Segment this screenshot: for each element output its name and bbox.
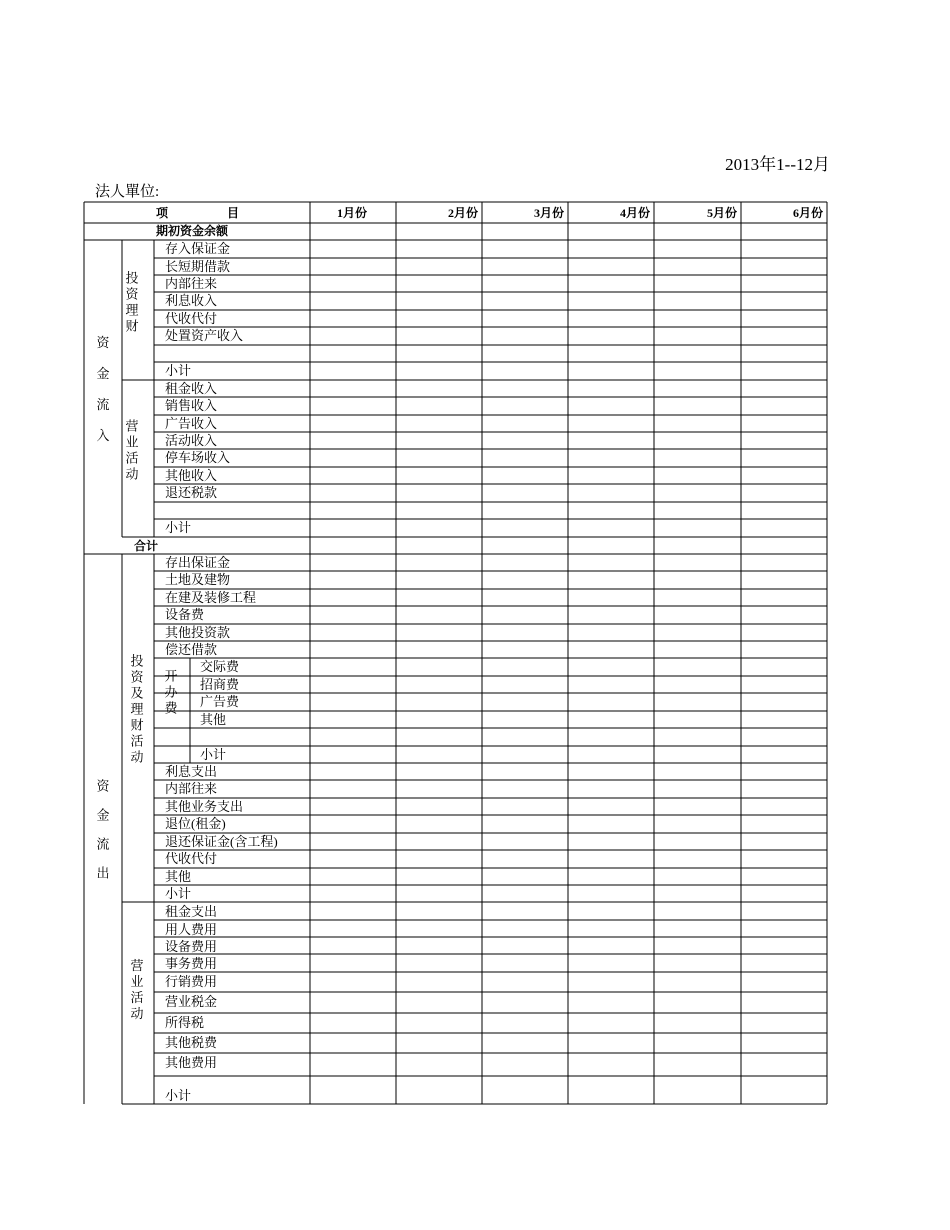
entity-label: 法人單位:: [95, 184, 160, 200]
setup-fee-label: 开: [164, 668, 178, 684]
row-label: 代收代付: [165, 311, 218, 326]
row-label: 租金收入: [165, 381, 218, 396]
row-label: 行销费用: [165, 974, 218, 989]
outflow-operating-label: 活: [130, 990, 144, 1005]
row-label: 设备费用: [165, 939, 218, 954]
inflow-section-label: 金: [96, 366, 110, 381]
inflow-operating-label: 活: [125, 450, 139, 466]
row-label: 小计: [165, 363, 192, 378]
row-label: 退还保证金(含工程): [165, 834, 278, 849]
row-label: 销售收入: [165, 398, 218, 413]
row-label: 其他费用: [165, 1055, 218, 1070]
inflow-operating-label: 动: [125, 466, 139, 482]
inflow-operating-label: 业: [125, 434, 139, 450]
column-header-month: 5月份: [706, 206, 737, 220]
row-label: 处置资产收入: [165, 328, 244, 343]
column-header-item-1: 项: [156, 206, 169, 220]
column-header-item-2: 目: [227, 206, 240, 220]
outflow-section-label: 流: [96, 836, 110, 852]
inflow-investing-label: 投: [125, 270, 139, 286]
row-label: 利息收入: [165, 293, 218, 308]
inflow-investing-label: 资: [125, 286, 139, 302]
column-header-month: 3月份: [533, 206, 564, 220]
row-label: 偿还借款: [165, 642, 218, 657]
outflow-investing-label: 财: [130, 717, 144, 733]
outflow-operating-label: 业: [130, 974, 144, 989]
inflow-operating-label: 营: [125, 418, 139, 434]
outflow-section-label: 金: [96, 807, 110, 823]
column-header-month: 6月份: [792, 206, 823, 220]
row-label: 其他收入: [165, 468, 218, 483]
row-label: 其他: [165, 869, 192, 884]
row-label: 小计: [165, 520, 192, 535]
row-label: 营业税金: [165, 994, 218, 1009]
row-label: 设备费: [165, 607, 205, 622]
report-period: 2013年1--12月: [725, 155, 830, 174]
row-label: 其他投资款: [165, 625, 231, 640]
row-label: 交际费: [200, 659, 240, 674]
row-label: 广告收入: [165, 416, 218, 431]
row-label: 长短期借款: [165, 259, 231, 274]
inflow-total-label: 合计: [134, 539, 159, 553]
outflow-investing-label: 理: [130, 701, 144, 717]
row-label: 活动收入: [165, 433, 218, 448]
row-label: 内部往来: [165, 276, 218, 291]
outflow-operating-label: 营: [130, 958, 144, 973]
column-header-month: 4月份: [619, 206, 650, 220]
row-label: 存出保证金: [165, 555, 231, 570]
row-label: 退还税款: [165, 485, 218, 500]
row-label: 事务费用: [165, 956, 218, 971]
column-header-month: 1月份: [336, 206, 368, 220]
inflow-investing-label: 理: [125, 302, 139, 318]
outflow-section-label: 出: [96, 865, 110, 881]
inflow-investing-label: 财: [125, 318, 139, 334]
outflow-operating-label: 动: [130, 1006, 144, 1021]
row-label: 存入保证金: [165, 241, 231, 256]
inflow-section-label: 入: [96, 428, 110, 443]
setup-fee-label: 费: [164, 700, 178, 716]
row-label: 停车场收入: [165, 450, 231, 465]
row-label: 广告费: [200, 694, 240, 709]
row-label: 在建及装修工程: [165, 590, 257, 605]
outflow-investing-label: 活: [130, 733, 144, 749]
row-label: 租金支出: [165, 904, 218, 919]
row-label: 招商费: [200, 677, 240, 692]
opening-balance-label: 期初资金余额: [156, 224, 229, 238]
outflow-investing-label: 动: [130, 749, 144, 765]
row-label: 小计: [165, 1088, 192, 1103]
outflow-investing-label: 投: [130, 653, 144, 669]
row-label: 退位(租金): [165, 816, 226, 831]
row-label: 其他税费: [165, 1035, 218, 1050]
row-label: 其他业务支出: [165, 799, 244, 814]
row-label: 内部往来: [165, 781, 218, 796]
row-label: 用人费用: [165, 922, 218, 937]
row-label: 代收代付: [165, 851, 218, 866]
outflow-investing-label: 及: [130, 685, 144, 701]
outflow-section-label: 资: [96, 778, 110, 794]
row-label: 其他: [200, 712, 227, 727]
row-label: 土地及建物: [165, 572, 231, 587]
column-header-month: 2月份: [447, 206, 478, 220]
row-label: 小计: [165, 886, 192, 901]
row-label: 小计: [200, 747, 227, 762]
outflow-investing-label: 资: [130, 669, 144, 685]
inflow-section-label: 资: [96, 335, 110, 350]
setup-fee-label: 办: [164, 684, 178, 700]
inflow-section-label: 流: [96, 397, 110, 412]
row-label: 所得税: [165, 1015, 205, 1030]
row-label: 利息支出: [165, 764, 218, 779]
